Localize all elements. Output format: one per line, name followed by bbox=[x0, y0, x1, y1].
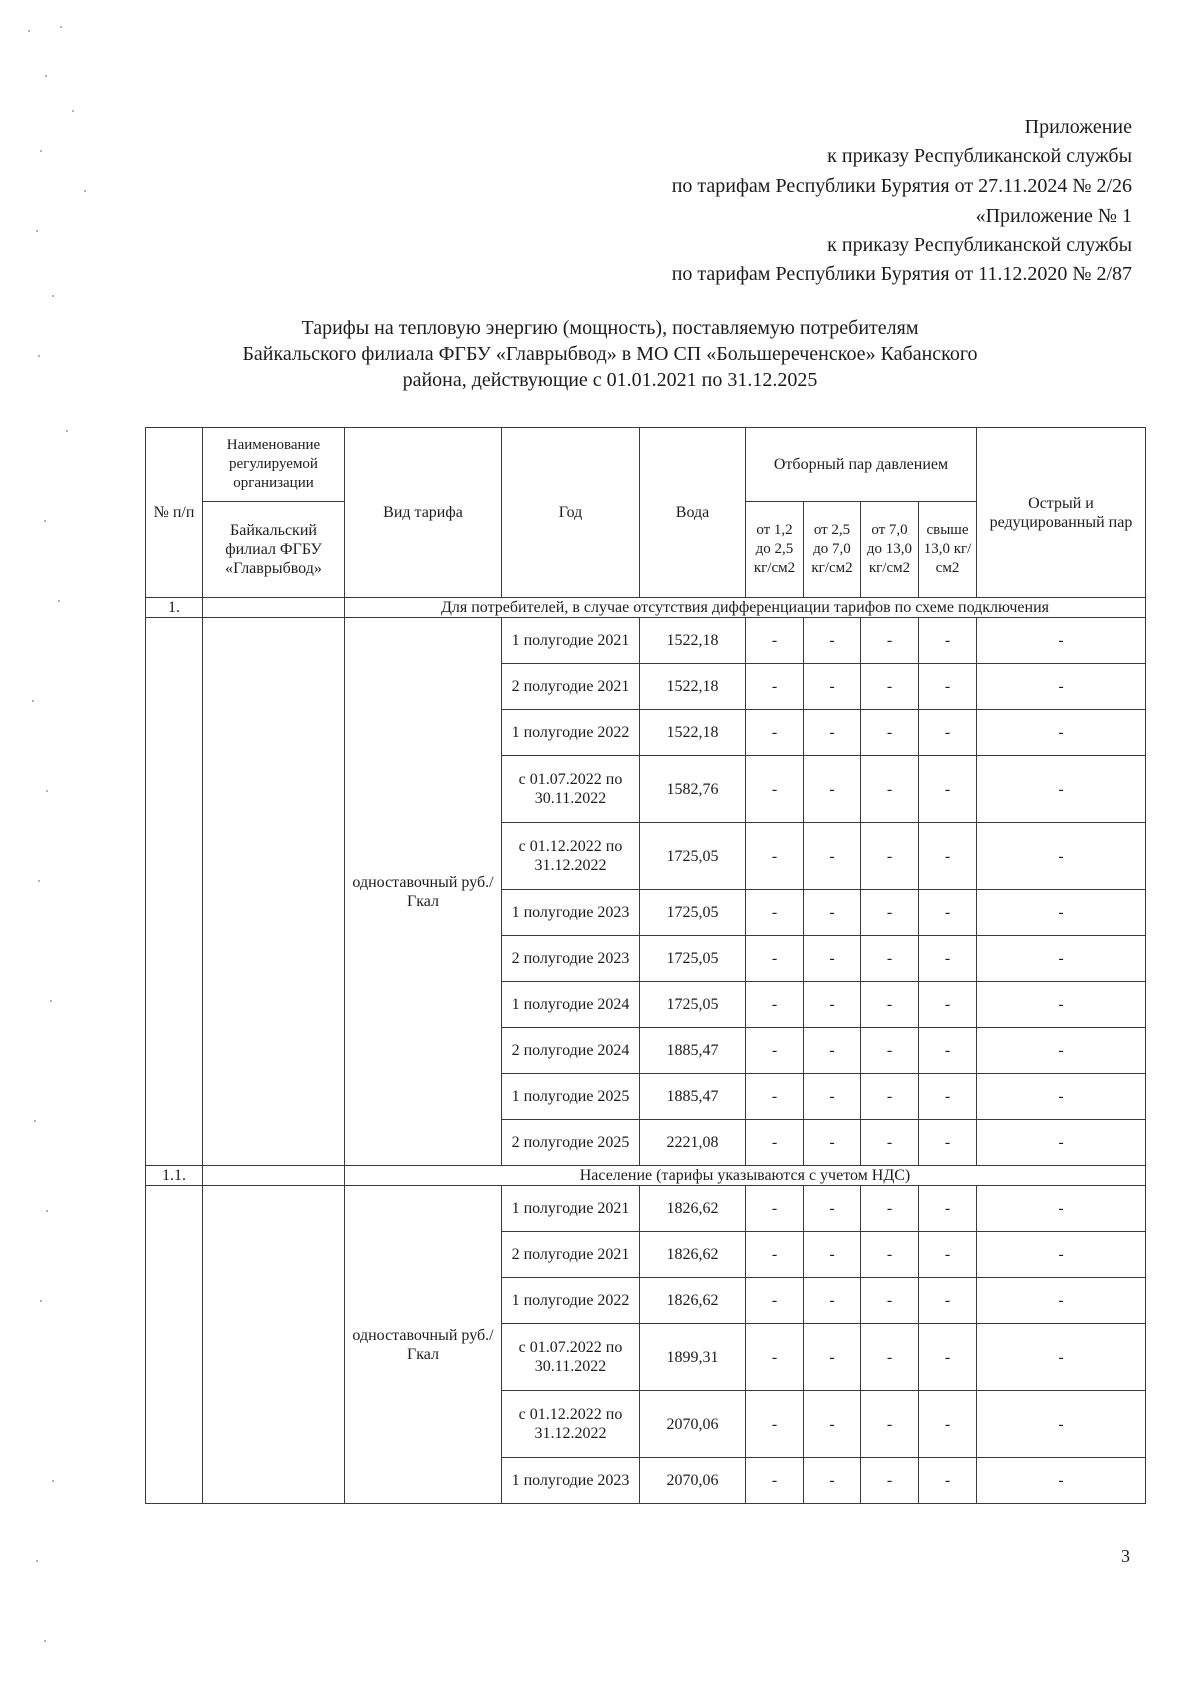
year-cell: 2 полугодие 2023 bbox=[502, 936, 640, 982]
steam-subcol-1: от 1,2 до 2,5 кг/см2 bbox=[746, 502, 804, 598]
water-value-cell: 1885,47 bbox=[640, 1028, 746, 1074]
water-value-cell: 1522,18 bbox=[640, 710, 746, 756]
dash-cell: - bbox=[919, 664, 977, 710]
dash-cell: - bbox=[804, 618, 861, 664]
dash-cell: - bbox=[746, 1186, 804, 1232]
dash-cell: - bbox=[919, 1120, 977, 1166]
dash-cell: - bbox=[746, 1458, 804, 1504]
section-empty-cell bbox=[203, 598, 345, 618]
dash-cell: - bbox=[861, 1074, 919, 1120]
dash-cell: - bbox=[919, 890, 977, 936]
section-title: Население (тарифы указываются с учетом НДС) bbox=[345, 1166, 1146, 1186]
water-value-cell: 1725,05 bbox=[640, 982, 746, 1028]
dash-cell: - bbox=[746, 1028, 804, 1074]
scan-speck bbox=[46, 1210, 48, 1212]
tariff-type-cell: одноставочный руб./Гкал bbox=[345, 618, 502, 1166]
section-number: 1. bbox=[146, 598, 203, 618]
document-title bbox=[150, 315, 1070, 393]
dash-cell: - bbox=[977, 1074, 1146, 1120]
water-value-cell: 1826,62 bbox=[640, 1186, 746, 1232]
dash-cell: - bbox=[746, 710, 804, 756]
table-row bbox=[146, 618, 1146, 664]
dash-cell: - bbox=[919, 1324, 977, 1391]
dash-cell: - bbox=[977, 756, 1146, 823]
header-line: «Приложение № 1 bbox=[975, 205, 1132, 227]
col-header-water: Вода bbox=[640, 428, 746, 598]
dash-cell: - bbox=[861, 890, 919, 936]
dash-cell: - bbox=[861, 1120, 919, 1166]
col-header-tariff-type: Вид тарифа bbox=[345, 428, 502, 598]
section-row bbox=[146, 1166, 1146, 1186]
dash-cell: - bbox=[746, 1074, 804, 1120]
title-line: Тарифы на тепловую энергию (мощность), поставляемую потребителям bbox=[301, 317, 919, 339]
header-line: к приказу Республиканской службы bbox=[827, 234, 1132, 256]
dash-cell: - bbox=[977, 982, 1146, 1028]
dash-cell: - bbox=[977, 890, 1146, 936]
dash-cell: - bbox=[919, 756, 977, 823]
dash-cell: - bbox=[919, 1278, 977, 1324]
year-cell: 1 полугодие 2022 bbox=[502, 1278, 640, 1324]
dash-cell: - bbox=[977, 1186, 1146, 1232]
org-cell bbox=[203, 618, 345, 1166]
dash-cell: - bbox=[746, 1324, 804, 1391]
col-header-number: № п/п bbox=[146, 428, 203, 598]
dash-cell: - bbox=[919, 1074, 977, 1120]
table-row bbox=[146, 1186, 1146, 1232]
year-cell: 2 полугодие 2021 bbox=[502, 664, 640, 710]
dash-cell: - bbox=[977, 710, 1146, 756]
dash-cell: - bbox=[861, 936, 919, 982]
water-value-cell: 1522,18 bbox=[640, 618, 746, 664]
tariff-type-cell: одноставочный руб./Гкал bbox=[345, 1186, 502, 1504]
scan-speck bbox=[52, 1480, 54, 1482]
water-value-cell: 1826,62 bbox=[640, 1232, 746, 1278]
col-header-org-name: Наименование регулируемой организации bbox=[203, 428, 345, 502]
water-value-cell: 1522,18 bbox=[640, 664, 746, 710]
year-cell: 1 полугодие 2025 bbox=[502, 1074, 640, 1120]
scan-speck bbox=[38, 880, 40, 882]
dash-cell: - bbox=[804, 890, 861, 936]
dash-cell: - bbox=[977, 664, 1146, 710]
dash-cell: - bbox=[977, 1324, 1146, 1391]
header-line: Приложение bbox=[1024, 116, 1132, 138]
dash-cell: - bbox=[861, 1324, 919, 1391]
scan-speck bbox=[44, 520, 46, 522]
dash-cell: - bbox=[861, 1458, 919, 1504]
dash-cell: - bbox=[804, 756, 861, 823]
scan-speck bbox=[32, 700, 34, 702]
dash-cell: - bbox=[804, 1232, 861, 1278]
dash-cell: - bbox=[746, 890, 804, 936]
year-cell: 2 полугодие 2025 bbox=[502, 1120, 640, 1166]
dash-cell: - bbox=[919, 982, 977, 1028]
steam-subcol-2: от 2,5 до 7,0 кг/см2 bbox=[804, 502, 861, 598]
dash-cell: - bbox=[977, 1232, 1146, 1278]
dash-cell: - bbox=[746, 982, 804, 1028]
section-empty-cell bbox=[203, 1166, 345, 1186]
dash-cell: - bbox=[861, 1232, 919, 1278]
dash-cell: - bbox=[861, 1391, 919, 1458]
year-cell: с 01.07.2022 по 30.11.2022 bbox=[502, 756, 640, 823]
dash-cell: - bbox=[746, 664, 804, 710]
dash-cell: - bbox=[977, 1028, 1146, 1074]
dash-cell: - bbox=[861, 1186, 919, 1232]
scan-speck bbox=[36, 230, 38, 232]
dash-cell: - bbox=[861, 756, 919, 823]
dash-cell: - bbox=[861, 710, 919, 756]
year-cell: 1 полугодие 2023 bbox=[502, 1458, 640, 1504]
dash-cell: - bbox=[977, 618, 1146, 664]
year-cell: 1 полугодие 2023 bbox=[502, 890, 640, 936]
dash-cell: - bbox=[977, 1458, 1146, 1504]
scan-speck bbox=[40, 150, 42, 152]
water-value-cell: 1725,05 bbox=[640, 936, 746, 982]
dash-cell: - bbox=[804, 1324, 861, 1391]
dash-cell: - bbox=[861, 618, 919, 664]
dash-cell: - bbox=[861, 1278, 919, 1324]
dash-cell: - bbox=[919, 1186, 977, 1232]
dash-cell: - bbox=[919, 1028, 977, 1074]
water-value-cell: 1725,05 bbox=[640, 890, 746, 936]
dash-cell: - bbox=[746, 1120, 804, 1166]
dash-cell: - bbox=[804, 936, 861, 982]
dash-cell: - bbox=[977, 936, 1146, 982]
year-cell: 1 полугодие 2021 bbox=[502, 618, 640, 664]
water-value-cell: 1826,62 bbox=[640, 1278, 746, 1324]
scan-speck bbox=[40, 1300, 42, 1302]
row-number-cell bbox=[146, 1186, 203, 1504]
dash-cell: - bbox=[804, 664, 861, 710]
scan-speck bbox=[60, 26, 62, 28]
col-header-year: Год bbox=[502, 428, 640, 598]
year-cell: 1 полугодие 2024 bbox=[502, 982, 640, 1028]
year-cell: 2 полугодие 2024 bbox=[502, 1028, 640, 1074]
dash-cell: - bbox=[746, 1278, 804, 1324]
dash-cell: - bbox=[804, 1120, 861, 1166]
scan-speck bbox=[58, 600, 60, 602]
title-line: Байкальского филиала ФГБУ «Главрыбвод» в МО СП «Большереченское» Кабанского bbox=[242, 343, 978, 365]
dash-cell: - bbox=[919, 618, 977, 664]
scan-speck bbox=[72, 110, 74, 112]
dash-cell: - bbox=[919, 1458, 977, 1504]
dash-cell: - bbox=[804, 1186, 861, 1232]
dash-cell: - bbox=[804, 710, 861, 756]
dash-cell: - bbox=[746, 618, 804, 664]
dash-cell: - bbox=[919, 1391, 977, 1458]
dash-cell: - bbox=[804, 1278, 861, 1324]
dash-cell: - bbox=[746, 823, 804, 890]
header-line: к приказу Республиканской службы bbox=[827, 145, 1132, 167]
dash-cell: - bbox=[977, 1278, 1146, 1324]
dash-cell: - bbox=[977, 1120, 1146, 1166]
scan-speck bbox=[50, 1000, 52, 1002]
dash-cell: - bbox=[746, 936, 804, 982]
dash-cell: - bbox=[977, 823, 1146, 890]
water-value-cell: 2070,06 bbox=[640, 1458, 746, 1504]
row-number-cell bbox=[146, 618, 203, 1166]
scan-speck bbox=[28, 30, 30, 32]
scan-speck bbox=[44, 1640, 46, 1642]
year-cell: 1 полугодие 2021 bbox=[502, 1186, 640, 1232]
water-value-cell: 1885,47 bbox=[640, 1074, 746, 1120]
dash-cell: - bbox=[919, 936, 977, 982]
year-cell: 1 полугодие 2022 bbox=[502, 710, 640, 756]
scan-speck bbox=[38, 355, 40, 357]
page-number: 3 bbox=[1121, 1546, 1130, 1566]
dash-cell: - bbox=[861, 1028, 919, 1074]
water-value-cell: 2070,06 bbox=[640, 1391, 746, 1458]
header-line: по тарифам Республики Бурятия от 11.12.2020 № 2/87 bbox=[671, 263, 1132, 285]
scan-speck bbox=[46, 790, 48, 792]
dash-cell: - bbox=[804, 1458, 861, 1504]
steam-subcol-4: свыше 13,0 кг/см2 bbox=[919, 502, 977, 598]
water-value-cell: 1899,31 bbox=[640, 1324, 746, 1391]
year-cell: с 01.12.2022 по 31.12.2022 bbox=[502, 823, 640, 890]
dash-cell: - bbox=[861, 982, 919, 1028]
org-name-value: Байкальский филиал ФГБУ «Главрыбвод» bbox=[203, 502, 345, 598]
dash-cell: - bbox=[977, 1391, 1146, 1458]
dash-cell: - bbox=[804, 1074, 861, 1120]
scan-speck bbox=[34, 1120, 36, 1122]
steam-subcol-3: от 7,0 до 13,0 кг/см2 bbox=[861, 502, 919, 598]
water-value-cell: 1582,76 bbox=[640, 756, 746, 823]
title-line: района, действующие с 01.01.2021 по 31.12.2025 bbox=[402, 369, 818, 391]
dash-cell: - bbox=[804, 982, 861, 1028]
header-line: по тарифам Республики Бурятия от 27.11.2024 № 2/26 bbox=[671, 175, 1132, 197]
dash-cell: - bbox=[804, 1028, 861, 1074]
col-header-sharp-steam: Острый и редуцированный пар bbox=[977, 428, 1146, 598]
section-title: Для потребителей, в случае отсутствия дифференциации тарифов по схеме подключения bbox=[345, 598, 1146, 618]
water-value-cell: 1725,05 bbox=[640, 823, 746, 890]
dash-cell: - bbox=[919, 710, 977, 756]
dash-cell: - bbox=[861, 823, 919, 890]
dash-cell: - bbox=[746, 1391, 804, 1458]
dash-cell: - bbox=[919, 1232, 977, 1278]
scan-speck bbox=[45, 75, 47, 77]
year-cell: 2 полугодие 2021 bbox=[502, 1232, 640, 1278]
dash-cell: - bbox=[804, 1391, 861, 1458]
section-number: 1.1. bbox=[146, 1166, 203, 1186]
dash-cell: - bbox=[919, 823, 977, 890]
year-cell: с 01.12.2022 по 31.12.2022 bbox=[502, 1391, 640, 1458]
dash-cell: - bbox=[861, 664, 919, 710]
col-header-steam-group: Отборный пар давлением bbox=[746, 428, 977, 502]
section-row bbox=[146, 598, 1146, 618]
dash-cell: - bbox=[746, 756, 804, 823]
dash-cell: - bbox=[804, 823, 861, 890]
scan-speck bbox=[52, 295, 54, 297]
dash-cell: - bbox=[746, 1232, 804, 1278]
org-cell bbox=[203, 1186, 345, 1504]
tariff-table bbox=[145, 427, 1146, 1504]
water-value-cell: 2221,08 bbox=[640, 1120, 746, 1166]
scan-speck bbox=[66, 430, 68, 432]
scan-speck bbox=[84, 190, 86, 192]
scan-speck bbox=[36, 1560, 38, 1562]
year-cell: с 01.07.2022 по 30.11.2022 bbox=[502, 1324, 640, 1391]
